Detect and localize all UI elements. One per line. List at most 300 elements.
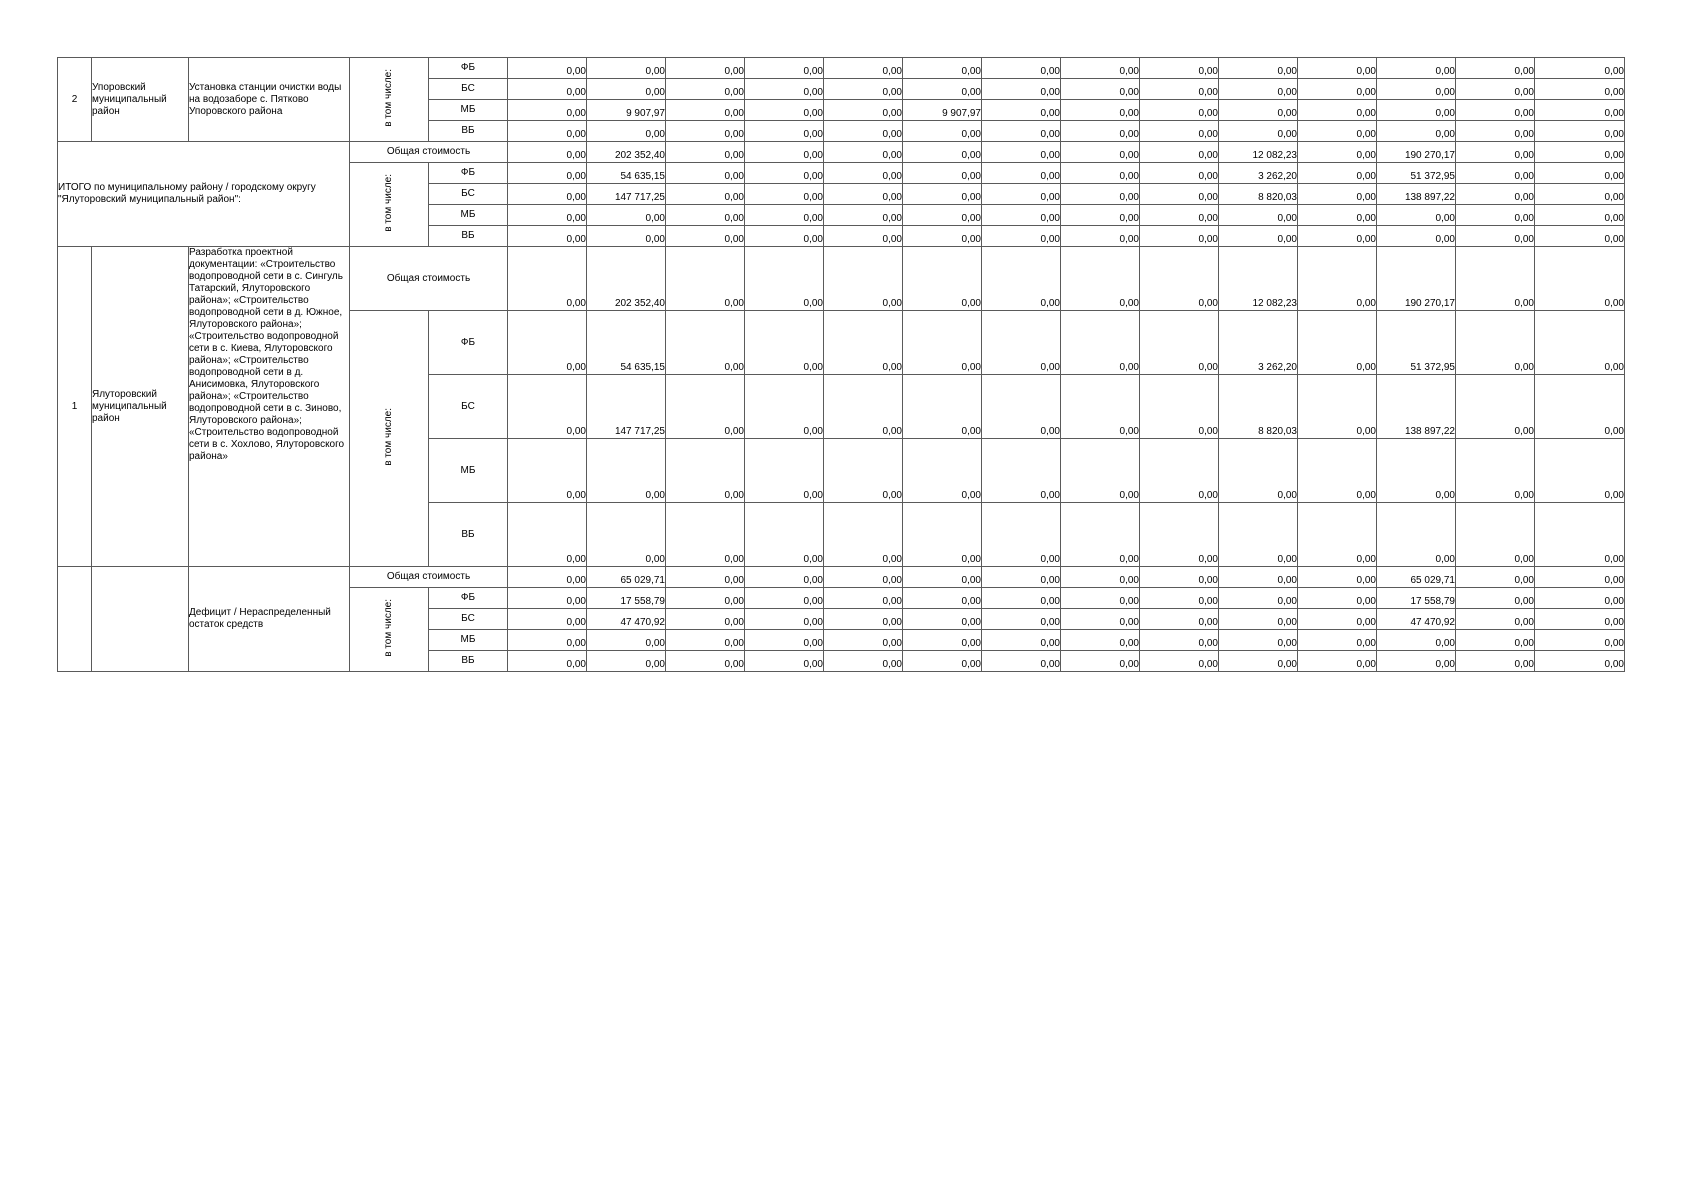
value-cell: 0,00 (824, 226, 903, 247)
value-cell: 0,00 (745, 588, 824, 609)
value-cell: 0,00 (1219, 226, 1298, 247)
value-cell: 0,00 (666, 439, 745, 503)
value-cell: 0,00 (1535, 184, 1625, 205)
value-cell: 0,00 (508, 142, 587, 163)
value-cell: 0,00 (587, 58, 666, 79)
value-cell: 0,00 (1377, 58, 1456, 79)
source-label-bs: БС (429, 79, 508, 100)
value-cell: 0,00 (587, 226, 666, 247)
value-cell: 0,00 (1456, 79, 1535, 100)
value-cell: 0,00 (1140, 58, 1219, 79)
total-cost-label: Общая стоимость (350, 247, 508, 311)
value-cell: 0,00 (1298, 163, 1377, 184)
value-cell: 0,00 (1140, 567, 1219, 588)
value-cell: 0,00 (1377, 503, 1456, 567)
value-cell: 0,00 (824, 588, 903, 609)
value-cell: 3 262,20 (1219, 163, 1298, 184)
value-cell: 12 082,23 (1219, 247, 1298, 311)
value-cell: 0,00 (1061, 121, 1140, 142)
value-cell: 0,00 (1061, 503, 1140, 567)
source-label-fb: ФБ (429, 588, 508, 609)
value-cell: 0,00 (508, 651, 587, 672)
value-cell: 12 082,23 (1219, 142, 1298, 163)
value-cell: 0,00 (745, 609, 824, 630)
value-cell: 0,00 (666, 311, 745, 375)
value-cell: 0,00 (1061, 311, 1140, 375)
value-cell: 0,00 (508, 184, 587, 205)
budget-table (57, 57, 1625, 672)
source-label-bs: БС (429, 609, 508, 630)
value-cell: 0,00 (666, 226, 745, 247)
value-cell: 0,00 (903, 142, 982, 163)
value-cell: 0,00 (508, 121, 587, 142)
value-cell: 0,00 (903, 121, 982, 142)
value-cell: 0,00 (1061, 163, 1140, 184)
value-cell: 0,00 (903, 247, 982, 311)
value-cell: 0,00 (1219, 121, 1298, 142)
value-cell: 0,00 (1535, 79, 1625, 100)
value-cell: 0,00 (1061, 247, 1140, 311)
value-cell: 0,00 (982, 588, 1061, 609)
table-row (58, 58, 1625, 79)
row-index: 2 (58, 58, 92, 142)
value-cell: 0,00 (587, 503, 666, 567)
value-cell: 0,00 (1456, 311, 1535, 375)
value-cell: 0,00 (824, 567, 903, 588)
value-cell: 0,00 (1140, 163, 1219, 184)
value-cell: 0,00 (1061, 567, 1140, 588)
value-cell: 0,00 (1456, 630, 1535, 651)
value-cell: 0,00 (1219, 567, 1298, 588)
value-cell: 0,00 (1377, 79, 1456, 100)
value-cell: 0,00 (666, 79, 745, 100)
value-cell: 0,00 (1140, 205, 1219, 226)
value-cell: 0,00 (1061, 205, 1140, 226)
value-cell: 0,00 (1298, 567, 1377, 588)
value-cell: 0,00 (1219, 79, 1298, 100)
value-cell: 0,00 (903, 375, 982, 439)
value-cell: 0,00 (745, 630, 824, 651)
value-cell: 0,00 (824, 79, 903, 100)
district-name-empty (92, 567, 189, 672)
value-cell: 0,00 (1140, 226, 1219, 247)
value-cell: 0,00 (666, 121, 745, 142)
value-cell: 0,00 (1456, 121, 1535, 142)
value-cell: 0,00 (587, 439, 666, 503)
value-cell: 0,00 (1456, 226, 1535, 247)
value-cell: 0,00 (666, 609, 745, 630)
value-cell: 8 820,03 (1219, 375, 1298, 439)
value-cell: 0,00 (982, 247, 1061, 311)
value-cell: 0,00 (903, 205, 982, 226)
value-cell: 9 907,97 (587, 100, 666, 121)
value-cell: 0,00 (982, 100, 1061, 121)
total-summary-label: ИТОГО по муниципальному району / городскому округу "Ялуторовский муниципальный район": (58, 142, 350, 247)
value-cell: 0,00 (666, 205, 745, 226)
value-cell: 0,00 (666, 100, 745, 121)
value-cell: 0,00 (1298, 121, 1377, 142)
value-cell: 0,00 (824, 439, 903, 503)
value-cell: 0,00 (1377, 439, 1456, 503)
value-cell: 0,00 (666, 58, 745, 79)
value-cell: 0,00 (745, 311, 824, 375)
value-cell: 0,00 (666, 247, 745, 311)
value-cell: 0,00 (982, 439, 1061, 503)
value-cell: 0,00 (824, 609, 903, 630)
value-cell: 0,00 (745, 205, 824, 226)
value-cell: 0,00 (508, 226, 587, 247)
value-cell: 0,00 (1219, 588, 1298, 609)
value-cell: 0,00 (1140, 184, 1219, 205)
value-cell: 202 352,40 (587, 247, 666, 311)
value-cell: 0,00 (982, 503, 1061, 567)
source-label-bs: БС (429, 184, 508, 205)
value-cell: 0,00 (1456, 247, 1535, 311)
row-index: 1 (58, 247, 92, 567)
value-cell: 0,00 (1535, 439, 1625, 503)
value-cell: 0,00 (1298, 184, 1377, 205)
value-cell: 0,00 (1298, 311, 1377, 375)
value-cell: 17 558,79 (587, 588, 666, 609)
value-cell: 0,00 (745, 651, 824, 672)
value-cell: 0,00 (745, 439, 824, 503)
value-cell: 0,00 (508, 163, 587, 184)
value-cell: 0,00 (1535, 311, 1625, 375)
value-cell: 0,00 (508, 503, 587, 567)
value-cell: 0,00 (508, 247, 587, 311)
value-cell: 0,00 (982, 630, 1061, 651)
value-cell: 0,00 (1377, 651, 1456, 672)
value-cell: 0,00 (903, 651, 982, 672)
source-label-mb: МБ (429, 630, 508, 651)
value-cell: 0,00 (508, 100, 587, 121)
value-cell: 0,00 (745, 163, 824, 184)
value-cell: 0,00 (508, 439, 587, 503)
table-row (58, 247, 1625, 311)
value-cell: 0,00 (666, 567, 745, 588)
value-cell: 190 270,17 (1377, 142, 1456, 163)
value-cell: 147 717,25 (587, 375, 666, 439)
source-label-fb: ФБ (429, 311, 508, 375)
value-cell: 51 372,95 (1377, 163, 1456, 184)
value-cell: 0,00 (745, 100, 824, 121)
value-cell: 0,00 (1535, 100, 1625, 121)
v-tom-chisle-label: в том числе: (350, 58, 429, 142)
value-cell: 0,00 (1140, 439, 1219, 503)
value-cell: 0,00 (1456, 100, 1535, 121)
value-cell: 0,00 (1456, 142, 1535, 163)
value-cell: 8 820,03 (1219, 184, 1298, 205)
value-cell: 0,00 (824, 163, 903, 184)
value-cell: 65 029,71 (1377, 567, 1456, 588)
source-label-vb: ВБ (429, 226, 508, 247)
value-cell: 0,00 (1456, 163, 1535, 184)
value-cell: 0,00 (982, 375, 1061, 439)
value-cell: 0,00 (508, 58, 587, 79)
value-cell: 0,00 (824, 375, 903, 439)
source-label-fb: ФБ (429, 163, 508, 184)
value-cell: 0,00 (903, 439, 982, 503)
value-cell: 0,00 (587, 79, 666, 100)
value-cell: 0,00 (1219, 439, 1298, 503)
value-cell: 0,00 (903, 588, 982, 609)
value-cell: 0,00 (1219, 503, 1298, 567)
value-cell: 0,00 (1140, 100, 1219, 121)
value-cell: 0,00 (1140, 651, 1219, 672)
value-cell: 0,00 (982, 567, 1061, 588)
value-cell: 0,00 (1061, 142, 1140, 163)
value-cell: 0,00 (903, 609, 982, 630)
value-cell: 0,00 (1535, 58, 1625, 79)
value-cell: 0,00 (903, 503, 982, 567)
value-cell: 0,00 (982, 609, 1061, 630)
value-cell: 54 635,15 (587, 311, 666, 375)
value-cell: 0,00 (824, 503, 903, 567)
value-cell: 0,00 (1140, 311, 1219, 375)
value-cell: 0,00 (1298, 58, 1377, 79)
value-cell: 0,00 (1535, 142, 1625, 163)
value-cell: 0,00 (508, 588, 587, 609)
value-cell: 0,00 (1535, 226, 1625, 247)
project-description: Установка станции очистки воды на водозаборе с. Пятково Упоровского района (189, 58, 350, 142)
value-cell: 0,00 (508, 609, 587, 630)
value-cell: 0,00 (745, 226, 824, 247)
value-cell: 0,00 (1219, 205, 1298, 226)
value-cell: 0,00 (824, 184, 903, 205)
value-cell: 0,00 (982, 184, 1061, 205)
source-label-bs: БС (429, 375, 508, 439)
source-label-vb: ВБ (429, 651, 508, 672)
value-cell: 0,00 (666, 651, 745, 672)
value-cell: 0,00 (1298, 609, 1377, 630)
value-cell: 0,00 (1298, 588, 1377, 609)
value-cell: 0,00 (666, 630, 745, 651)
value-cell: 0,00 (1140, 588, 1219, 609)
value-cell: 0,00 (587, 630, 666, 651)
value-cell: 0,00 (745, 503, 824, 567)
value-cell: 3 262,20 (1219, 311, 1298, 375)
value-cell: 0,00 (1535, 121, 1625, 142)
value-cell: 0,00 (1298, 503, 1377, 567)
value-cell: 0,00 (587, 205, 666, 226)
value-cell: 0,00 (1061, 58, 1140, 79)
value-cell: 0,00 (1377, 205, 1456, 226)
value-cell: 0,00 (1298, 226, 1377, 247)
value-cell: 0,00 (745, 58, 824, 79)
value-cell: 0,00 (1298, 247, 1377, 311)
value-cell: 0,00 (508, 311, 587, 375)
value-cell: 0,00 (1061, 79, 1140, 100)
value-cell: 138 897,22 (1377, 375, 1456, 439)
value-cell: 54 635,15 (587, 163, 666, 184)
value-cell: 0,00 (1140, 142, 1219, 163)
value-cell: 0,00 (666, 503, 745, 567)
value-cell: 0,00 (1061, 375, 1140, 439)
value-cell: 0,00 (982, 121, 1061, 142)
value-cell: 47 470,92 (1377, 609, 1456, 630)
source-label-fb: ФБ (429, 58, 508, 79)
value-cell: 202 352,40 (587, 142, 666, 163)
value-cell: 0,00 (508, 375, 587, 439)
value-cell: 0,00 (1298, 651, 1377, 672)
value-cell: 190 270,17 (1377, 247, 1456, 311)
project-description: Разработка проектной документации: «Строительство водопроводной сети в с. Сингуль Татарский, Ялуторовского района»; «Строительство водопроводной сети в д. Южное, Ялуторовского района»; «Строительство водопроводной сети в с. Киева, Ялуторовского района»; «Строительство водопроводной сети в д. Анисимовка, Ялуторовского района»; «Строительство водопроводной сети в с. Зиново, Ялуторовского района»; «Строительство водопроводной сети в с. Хохлово, Ялуторовского района» (189, 247, 350, 567)
value-cell: 0,00 (982, 205, 1061, 226)
value-cell: 0,00 (824, 247, 903, 311)
value-cell: 17 558,79 (1377, 588, 1456, 609)
value-cell: 0,00 (824, 311, 903, 375)
value-cell: 0,00 (587, 651, 666, 672)
value-cell: 0,00 (1377, 630, 1456, 651)
value-cell: 0,00 (1061, 184, 1140, 205)
value-cell: 0,00 (1456, 567, 1535, 588)
value-cell: 0,00 (1535, 630, 1625, 651)
value-cell: 0,00 (1061, 651, 1140, 672)
value-cell: 0,00 (1219, 58, 1298, 79)
value-cell: 0,00 (1456, 375, 1535, 439)
value-cell: 0,00 (508, 79, 587, 100)
value-cell: 0,00 (824, 58, 903, 79)
value-cell: 0,00 (1140, 375, 1219, 439)
value-cell: 0,00 (1219, 651, 1298, 672)
value-cell: 0,00 (903, 311, 982, 375)
value-cell: 0,00 (1456, 205, 1535, 226)
district-name: Упоровский муниципальный район (92, 58, 189, 142)
value-cell: 0,00 (745, 79, 824, 100)
district-name: Ялуторовский муниципальный район (92, 247, 189, 567)
value-cell: 0,00 (1061, 226, 1140, 247)
value-cell: 0,00 (1298, 630, 1377, 651)
value-cell: 0,00 (1456, 588, 1535, 609)
value-cell: 0,00 (1456, 439, 1535, 503)
total-cost-label: Общая стоимость (350, 142, 508, 163)
value-cell: 0,00 (745, 121, 824, 142)
value-cell: 0,00 (1377, 121, 1456, 142)
value-cell: 0,00 (1298, 439, 1377, 503)
table-row (58, 142, 1625, 163)
value-cell: 0,00 (982, 163, 1061, 184)
value-cell: 0,00 (824, 142, 903, 163)
value-cell: 0,00 (1298, 375, 1377, 439)
project-description: Дефицит / Нераспределенный остаток средств (189, 567, 350, 672)
value-cell: 0,00 (1061, 630, 1140, 651)
source-label-mb: МБ (429, 439, 508, 503)
value-cell: 0,00 (1140, 503, 1219, 567)
source-label-mb: МБ (429, 100, 508, 121)
value-cell: 0,00 (824, 651, 903, 672)
value-cell: 0,00 (1219, 609, 1298, 630)
value-cell: 0,00 (982, 79, 1061, 100)
source-label-mb: МБ (429, 205, 508, 226)
value-cell: 0,00 (1535, 567, 1625, 588)
value-cell: 0,00 (1456, 651, 1535, 672)
value-cell: 0,00 (745, 184, 824, 205)
value-cell: 0,00 (903, 226, 982, 247)
value-cell: 0,00 (982, 142, 1061, 163)
value-cell: 0,00 (1456, 58, 1535, 79)
value-cell: 0,00 (1377, 226, 1456, 247)
value-cell: 0,00 (903, 567, 982, 588)
value-cell: 0,00 (508, 567, 587, 588)
value-cell: 0,00 (1298, 100, 1377, 121)
value-cell: 0,00 (1535, 247, 1625, 311)
value-cell: 0,00 (903, 163, 982, 184)
value-cell: 0,00 (1535, 163, 1625, 184)
value-cell: 0,00 (903, 58, 982, 79)
value-cell: 0,00 (1140, 609, 1219, 630)
value-cell: 0,00 (1535, 651, 1625, 672)
value-cell: 0,00 (1377, 100, 1456, 121)
value-cell: 0,00 (824, 121, 903, 142)
value-cell: 0,00 (824, 630, 903, 651)
value-cell: 138 897,22 (1377, 184, 1456, 205)
value-cell: 0,00 (903, 79, 982, 100)
value-cell: 0,00 (745, 247, 824, 311)
value-cell: 0,00 (824, 100, 903, 121)
value-cell: 0,00 (1298, 205, 1377, 226)
value-cell: 0,00 (903, 184, 982, 205)
value-cell: 47 470,92 (587, 609, 666, 630)
v-tom-chisle-label: в том числе: (350, 163, 429, 247)
value-cell: 0,00 (1535, 609, 1625, 630)
total-cost-label: Общая стоимость (350, 567, 508, 588)
value-cell: 0,00 (982, 311, 1061, 375)
value-cell: 147 717,25 (587, 184, 666, 205)
value-cell: 0,00 (508, 205, 587, 226)
value-cell: 0,00 (666, 163, 745, 184)
value-cell: 0,00 (1140, 79, 1219, 100)
value-cell: 0,00 (745, 375, 824, 439)
value-cell: 0,00 (1535, 375, 1625, 439)
value-cell: 9 907,97 (903, 100, 982, 121)
value-cell: 0,00 (666, 184, 745, 205)
value-cell: 0,00 (1140, 247, 1219, 311)
value-cell: 0,00 (666, 588, 745, 609)
value-cell: 0,00 (666, 142, 745, 163)
value-cell: 0,00 (1140, 121, 1219, 142)
value-cell: 0,00 (1219, 630, 1298, 651)
value-cell: 0,00 (1298, 142, 1377, 163)
value-cell: 0,00 (1535, 205, 1625, 226)
value-cell: 0,00 (982, 651, 1061, 672)
value-cell: 0,00 (903, 630, 982, 651)
value-cell: 65 029,71 (587, 567, 666, 588)
value-cell: 51 372,95 (1377, 311, 1456, 375)
value-cell: 0,00 (508, 630, 587, 651)
value-cell: 0,00 (1535, 588, 1625, 609)
value-cell: 0,00 (982, 58, 1061, 79)
value-cell: 0,00 (1140, 630, 1219, 651)
value-cell: 0,00 (1219, 100, 1298, 121)
table-row (58, 567, 1625, 588)
value-cell: 0,00 (1061, 609, 1140, 630)
value-cell: 0,00 (1061, 588, 1140, 609)
value-cell: 0,00 (587, 121, 666, 142)
value-cell: 0,00 (666, 375, 745, 439)
value-cell: 0,00 (1298, 79, 1377, 100)
value-cell: 0,00 (1456, 184, 1535, 205)
value-cell: 0,00 (1456, 503, 1535, 567)
value-cell: 0,00 (982, 226, 1061, 247)
v-tom-chisle-label: в том числе: (350, 588, 429, 672)
value-cell: 0,00 (1061, 439, 1140, 503)
row-index-empty (58, 567, 92, 672)
value-cell: 0,00 (745, 567, 824, 588)
source-label-vb: ВБ (429, 503, 508, 567)
value-cell: 0,00 (824, 205, 903, 226)
value-cell: 0,00 (1456, 609, 1535, 630)
value-cell: 0,00 (1061, 100, 1140, 121)
